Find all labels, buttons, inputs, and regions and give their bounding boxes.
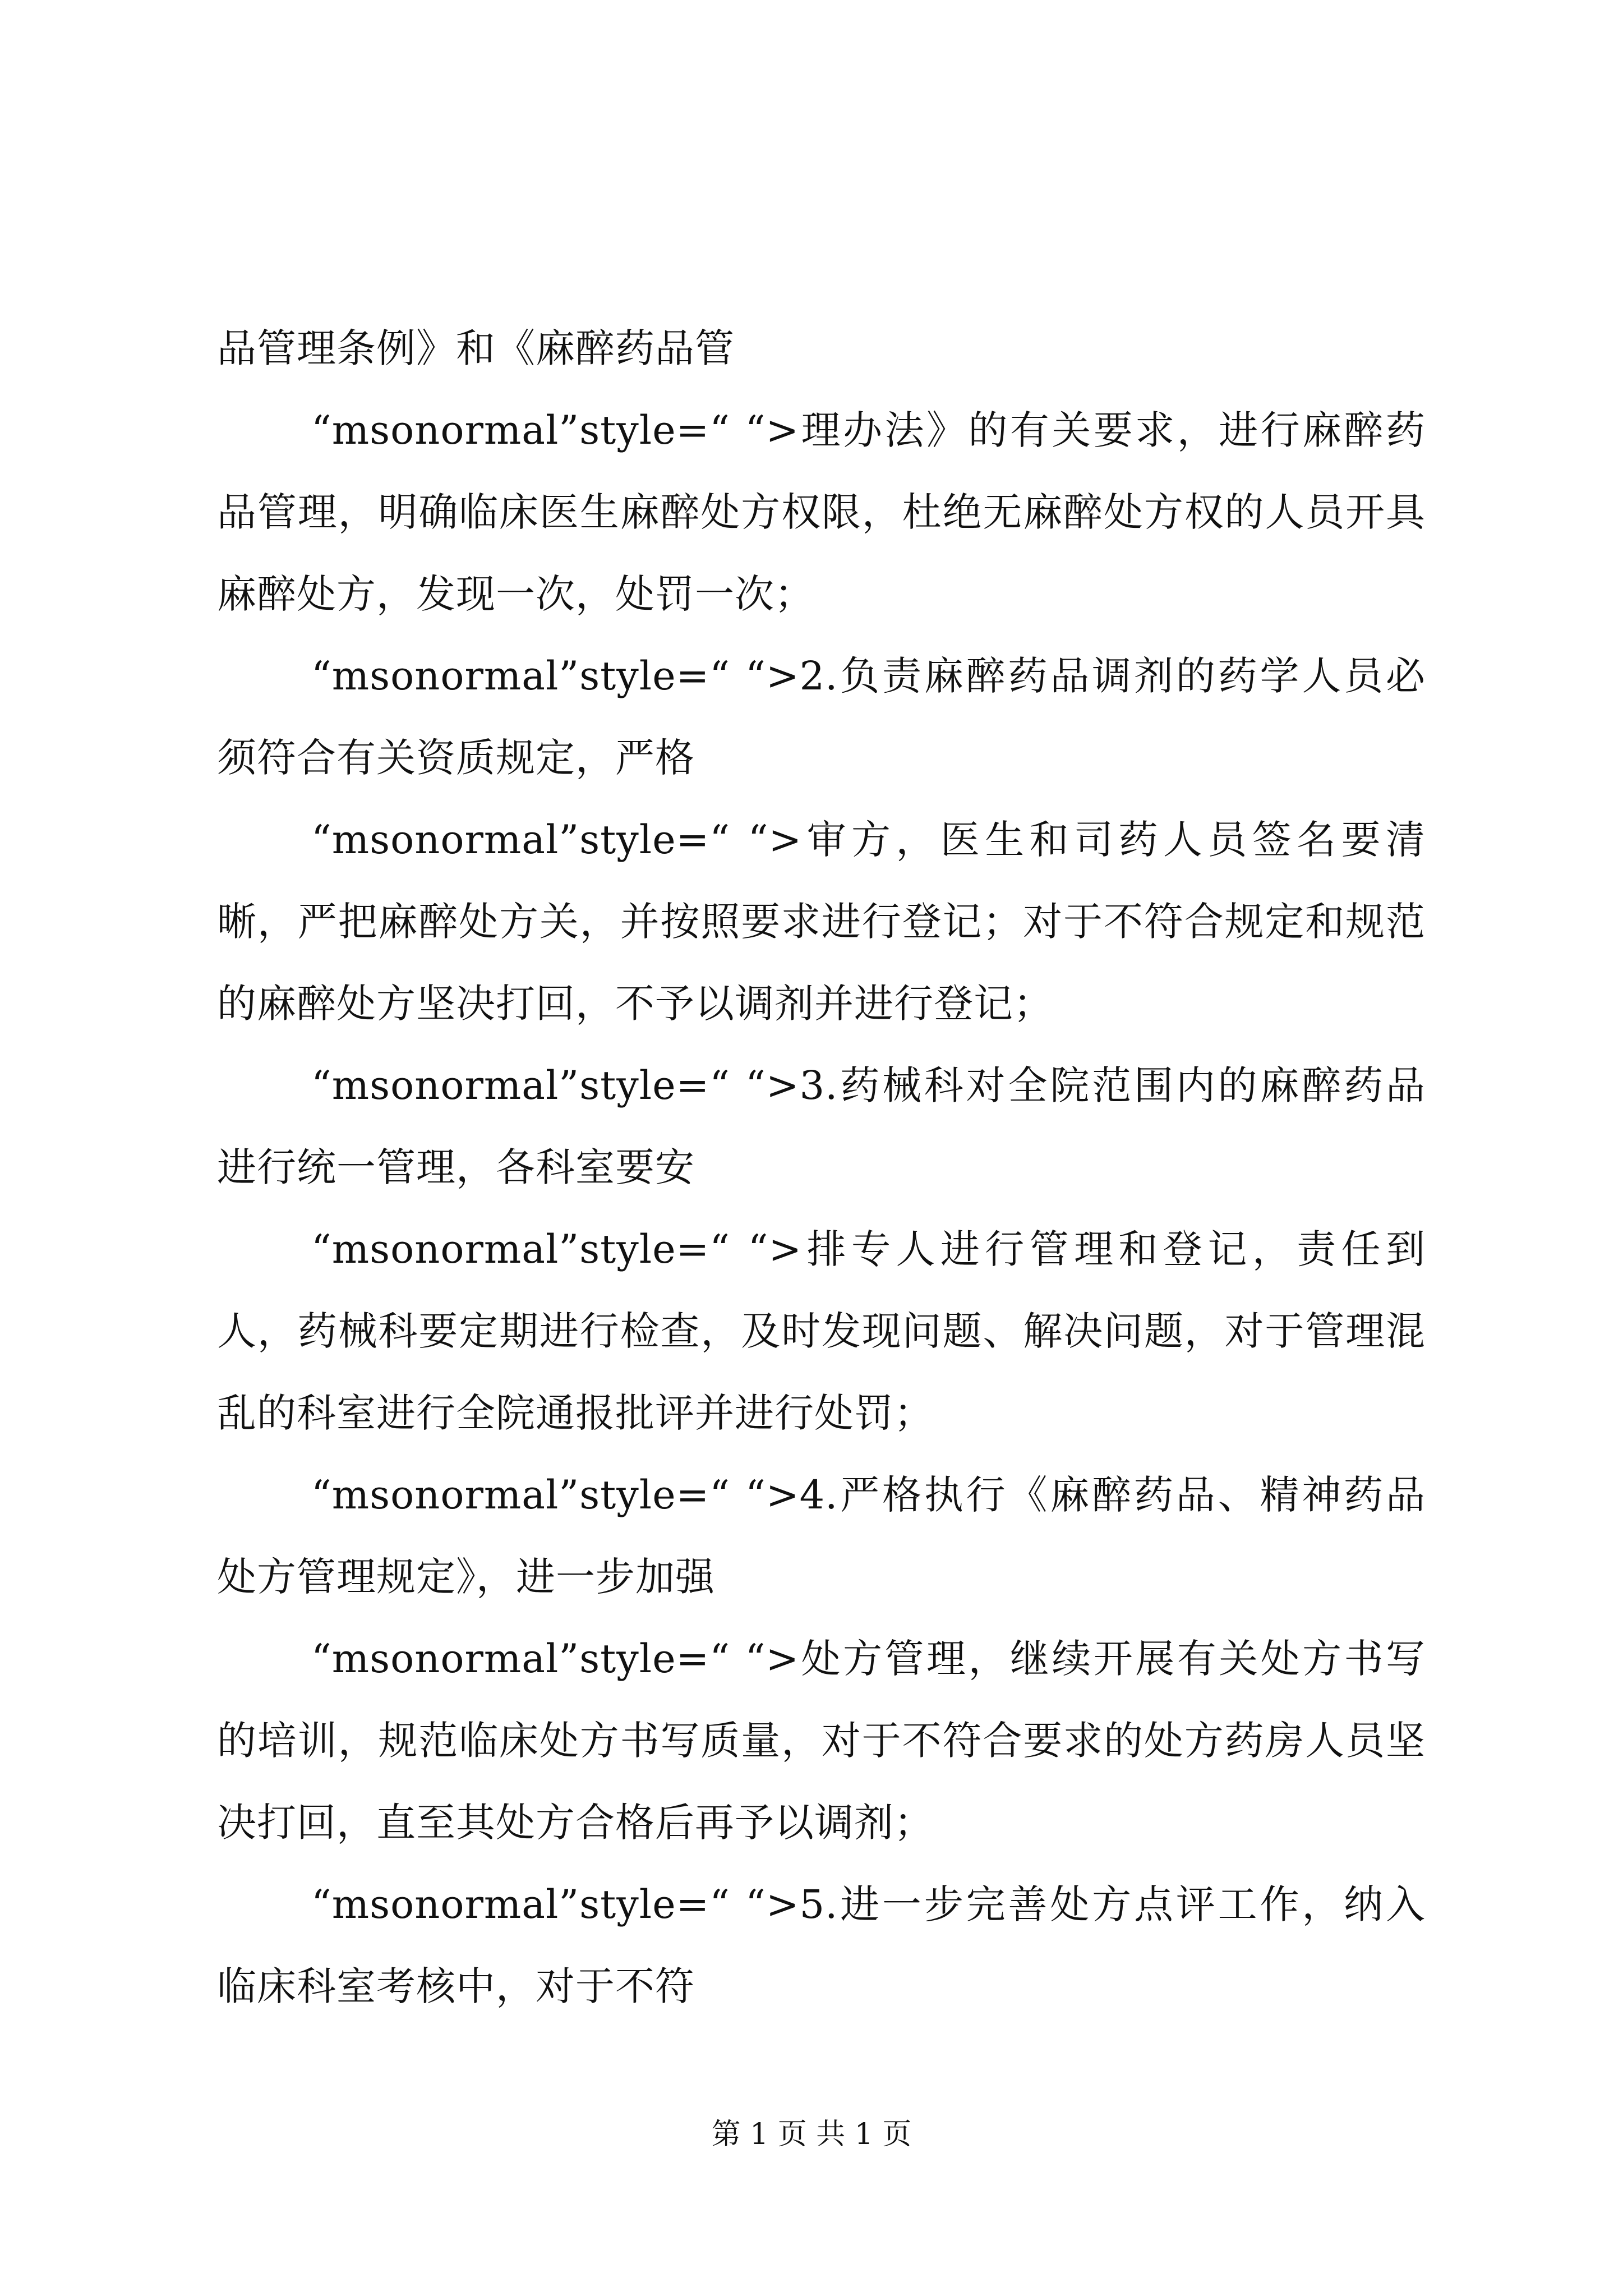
paragraph-9: “msonormal”style=“ “>5.进一步完善处方点评工作，纳入临床科室考核中，对于不符 — [217, 1881, 1426, 2009]
paragraph-7: “msonormal”style=“ “>4.严格执行《麻醉药品、精神药品处方管理规定》，进一步加强 — [217, 1472, 1426, 1600]
paragraph-6: “msonormal”style=“ “>排专人进行管理和登记，责任到人，药械科要定期进行检查，及时发现问题、解决问题，对于管理混乱的科室进行全院通报批评并进行处罚； — [217, 1226, 1426, 1436]
paragraph-8: “msonormal”style=“ “>处方管理，继续开展有关处方书写的培训，规范临床处方书写质量，对于不符合要求的处方药房人员坚决打回，直至其处方合格后再予以调剂； — [217, 1636, 1426, 1846]
paragraph-3: “msonormal”style=“ “>2.负责麻醉药品调剂的药学人员必须符合有关资质规定，严格 — [217, 653, 1426, 781]
paragraph-4: “msonormal”style=“ “>审方，医生和司药人员签名要清晰，严把麻醉处方关，并按照要求进行登记；对于不符合规定和规范的麻醉处方坚决打回，不予以调剂并进行登记； — [217, 817, 1426, 1027]
paragraph-5: “msonormal”style=“ “>3.药械科对全院范围内的麻醉药品进行统一管理，各科室要安 — [217, 1062, 1426, 1190]
page-footer: 第 1 页 共 1 页 — [711, 2118, 912, 2151]
paragraph-2: “msonormal”style=“ “>理办法》的有关要求，进行麻醉药品管理，明确临床医生麻醉处方权限，杜绝无麻醉处方权的人员开具麻醉处方，发现一次，处罚一次； — [217, 407, 1426, 617]
paragraph-1: 品管理条例》和《麻醉药品管 — [217, 325, 735, 371]
document-body — [217, 307, 1426, 2027]
